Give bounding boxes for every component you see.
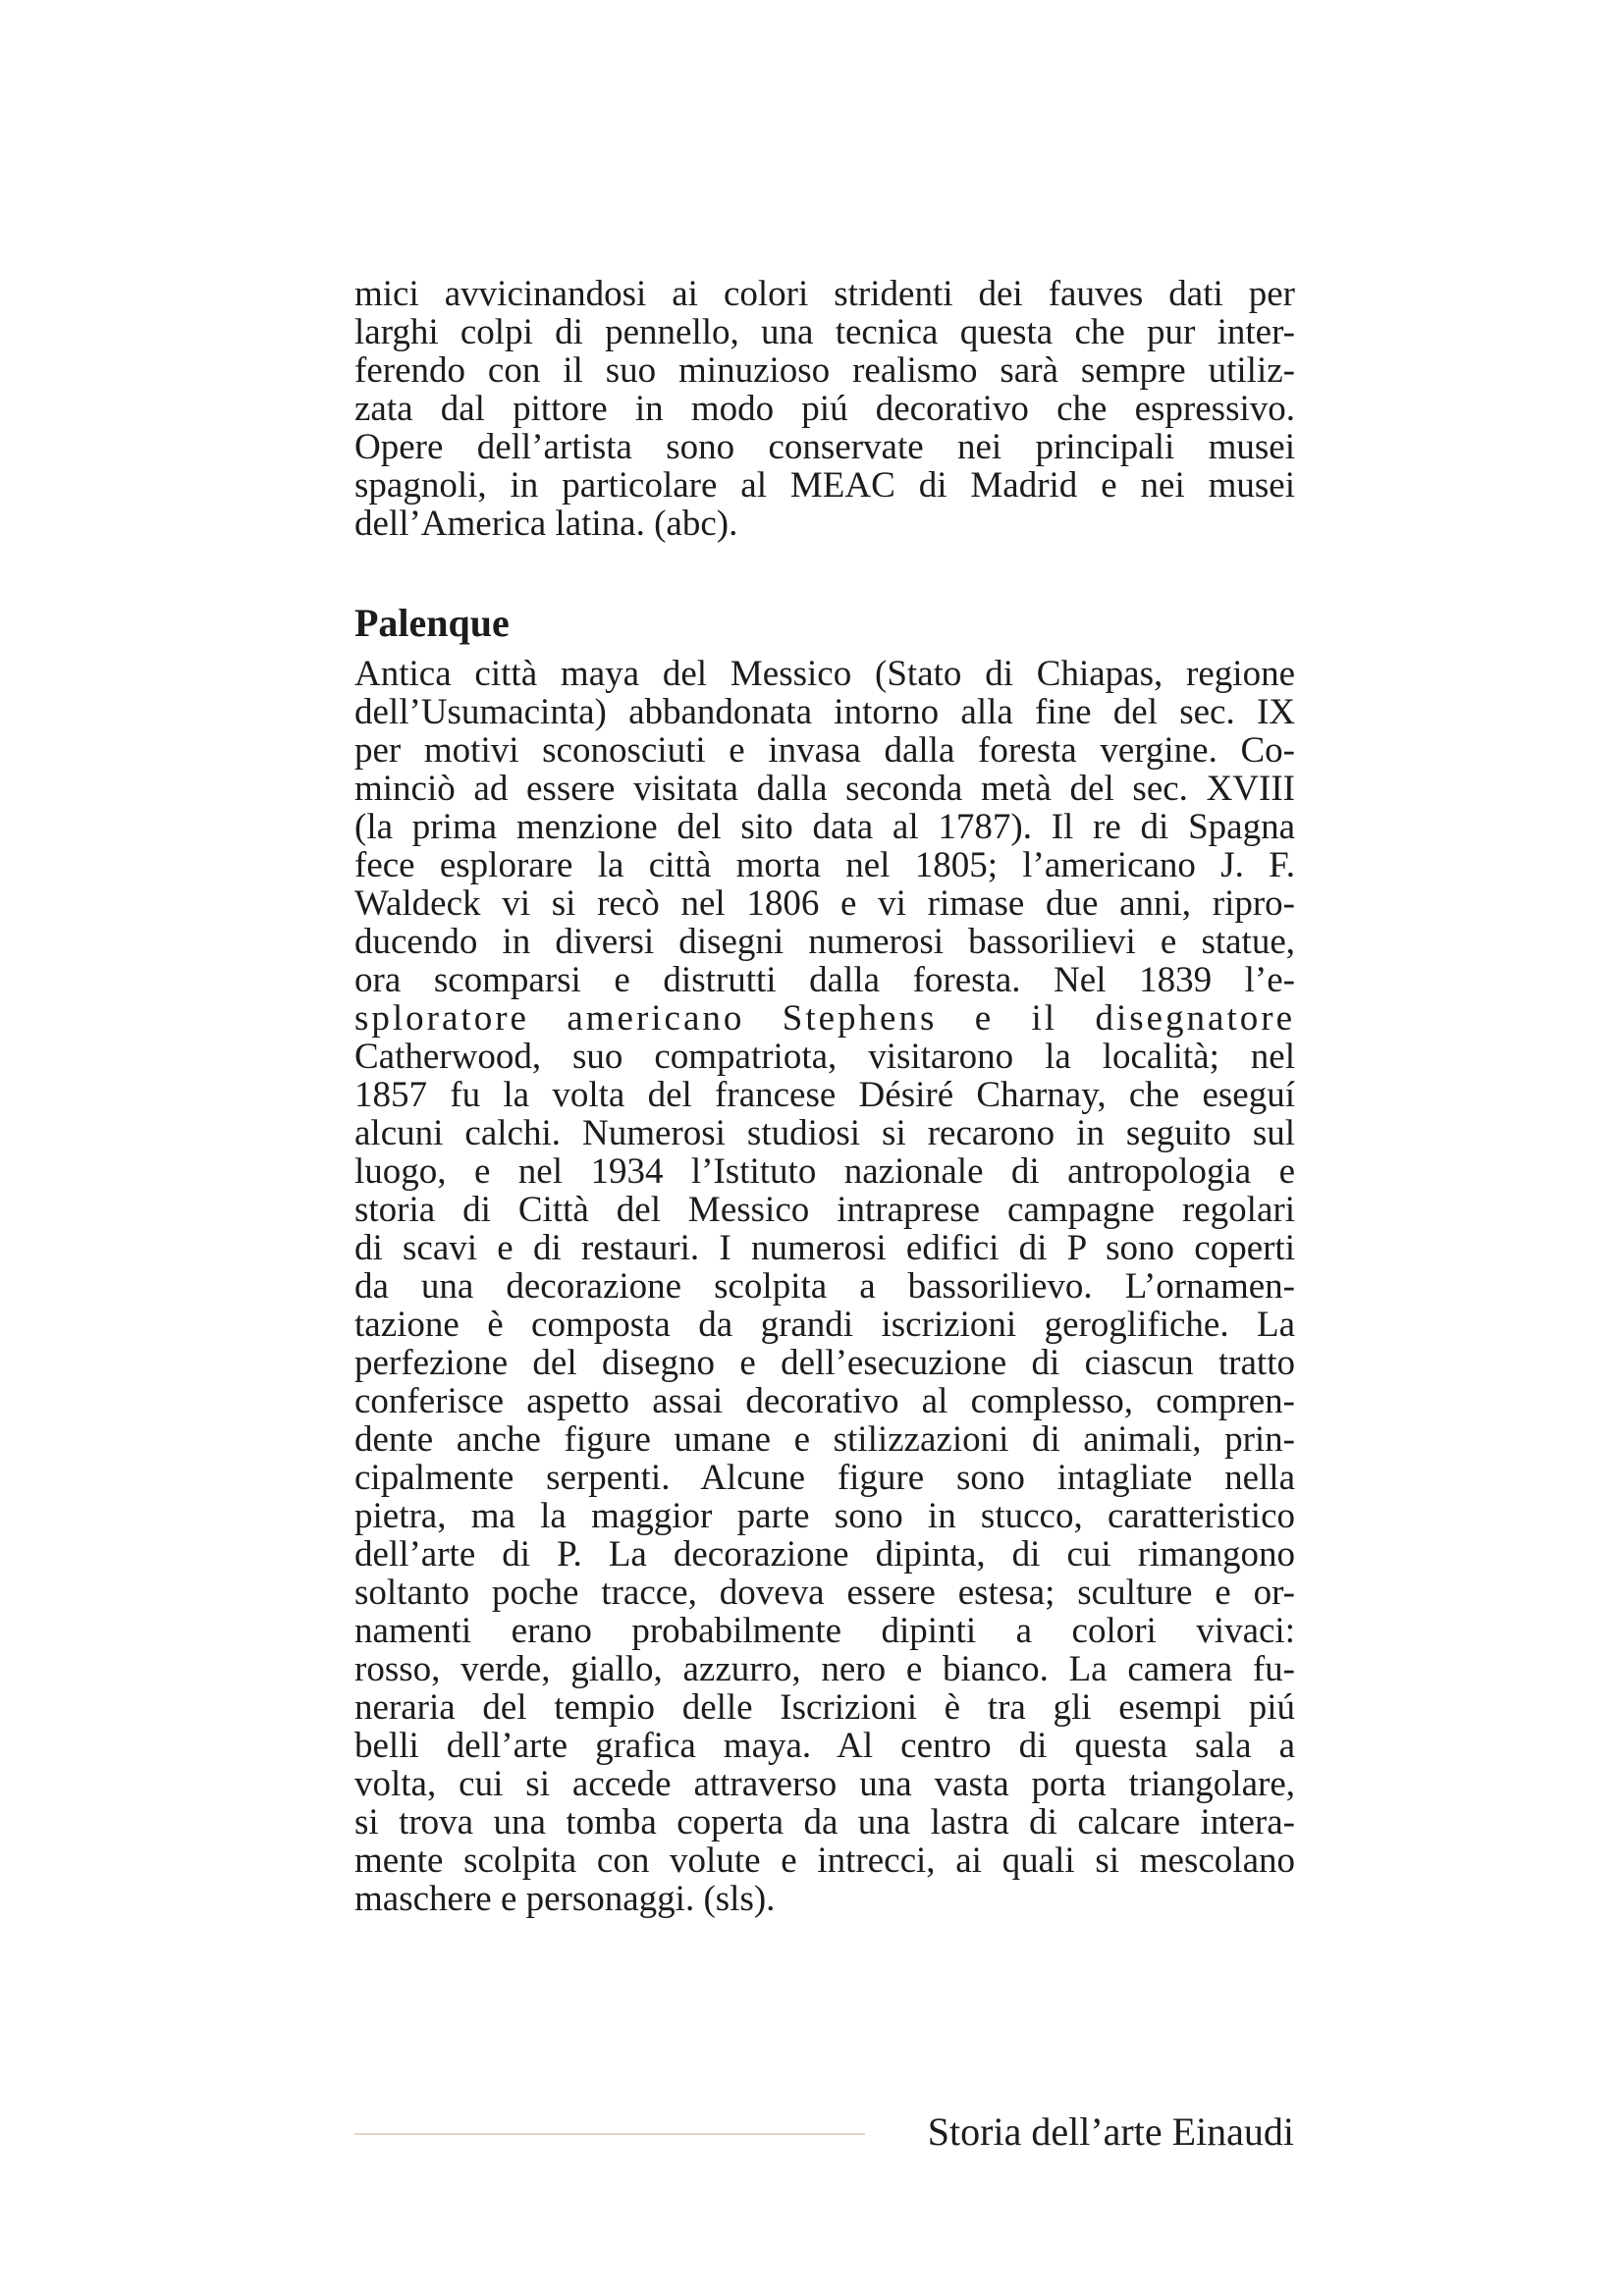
text-line: perfezione del disegno e dell’esecuzione di ciascun tratto [354, 1343, 1295, 1383]
text-line: soltanto poche tracce, doveva essere estesa; sculture e or- [354, 1573, 1295, 1613]
previous-entry-continuation [354, 275, 1295, 543]
text-line: luogo, e nel 1934 l’Istituto nazionale di antropologia e [354, 1151, 1295, 1192]
text-line: mici avvicinandosi ai colori stridenti dei fauves dati per [354, 274, 1295, 314]
text-line: cipalmente serpenti. Alcune figure sono intagliate nella [354, 1458, 1295, 1498]
text-line: dente anche figure umane e stilizzazioni di animali, prin- [354, 1419, 1295, 1460]
footer-rule [354, 2133, 865, 2135]
text-line: minciò ad essere visitata dalla seconda metà del sec. XVIII [354, 769, 1295, 809]
text-line: larghi colpi di pennello, una tecnica questa che pur inter- [354, 312, 1295, 352]
text-line: Waldeck vi si recò nel 1806 e vi rimase due anni, ripro- [354, 883, 1295, 924]
text-line: Opere dell’artista sono conservate nei principali musei [354, 427, 1295, 467]
text-line: ora scomparsi e distrutti dalla foresta. Nel 1839 l’e- [354, 960, 1295, 1000]
text-line: dell’arte di P. La decorazione dipinta, di cui rimangono [354, 1534, 1295, 1575]
text-line: ferendo con il suo minuzioso realismo sarà sempre utiliz- [354, 350, 1295, 391]
text-line: sploratore americano Stephens e il disegnatore [354, 998, 1295, 1039]
text-line: storia di Città del Messico intraprese campagne regolari [354, 1190, 1295, 1230]
text-line: alcuni calchi. Numerosi studiosi si recarono in seguito sul [354, 1113, 1295, 1153]
page-content [354, 275, 1295, 1918]
entry-spacing [354, 543, 1295, 602]
text-line: (la prima menzione del sito data al 1787). Il re di Spagna [354, 807, 1295, 847]
text-line: da una decorazione scolpita a bassorilievo. L’ornamen- [354, 1266, 1295, 1307]
text-line: belli dell’arte grafica maya. Al centro di questa sala a [354, 1726, 1295, 1766]
text-line: mente scolpita con volute e intrecci, ai quali si mescolano [354, 1841, 1295, 1881]
text-line: dell’Usumacinta) abbandonata intorno alla fine del sec. IX [354, 692, 1295, 732]
footer-publisher: Storia dell’arte Einaudi [927, 2109, 1294, 2154]
text-line: si trova una tomba coperta da una lastra di calcare intera- [354, 1802, 1295, 1842]
entry-title: Palenque [354, 601, 510, 645]
text-line: spagnoli, in particolare al MEAC di Madrid e nei musei [354, 465, 1295, 506]
text-line: maschere e personaggi. (sls). [354, 1879, 776, 1919]
text-line: namenti erano probabilmente dipinti a colori vivaci: [354, 1611, 1295, 1651]
text-line: volta, cui si accede attraverso una vasta porta triangolare, [354, 1764, 1295, 1804]
text-line: Catherwood, suo compatriota, visitarono la località; nel [354, 1037, 1295, 1077]
text-line: neraria del tempio delle Iscrizioni è tra gli esempi piú [354, 1687, 1295, 1728]
text-line: pietra, ma la maggior parte sono in stucco, caratteristico [354, 1496, 1295, 1536]
text-line: fece esplorare la città morta nel 1805; l’americano J. F. [354, 845, 1295, 885]
text-line: conferisce aspetto assai decorativo al complesso, compren- [354, 1381, 1295, 1421]
text-line: rosso, verde, giallo, azzurro, nero e bianco. La camera fu- [354, 1649, 1295, 1689]
text-line: dell’America latina. (abc). [354, 504, 738, 544]
text-line: 1857 fu la volta del francese Désiré Charnay, che eseguí [354, 1075, 1295, 1115]
text-line: zata dal pittore in modo piú decorativo che espressivo. [354, 389, 1295, 429]
text-line: di scavi e di restauri. I numerosi edifici di P sono coperti [354, 1228, 1295, 1268]
text-line: tazione è composta da grandi iscrizioni geroglifiche. La [354, 1305, 1295, 1345]
text-line: ducendo in diversi disegni numerosi bassorilievi e statue, [354, 922, 1295, 962]
entry-body [354, 655, 1295, 1918]
text-line: Antica città maya del Messico (Stato di Chiapas, regione [354, 654, 1295, 694]
text-line: per motivi sconosciuti e invasa dalla foresta vergine. Co- [354, 730, 1295, 771]
